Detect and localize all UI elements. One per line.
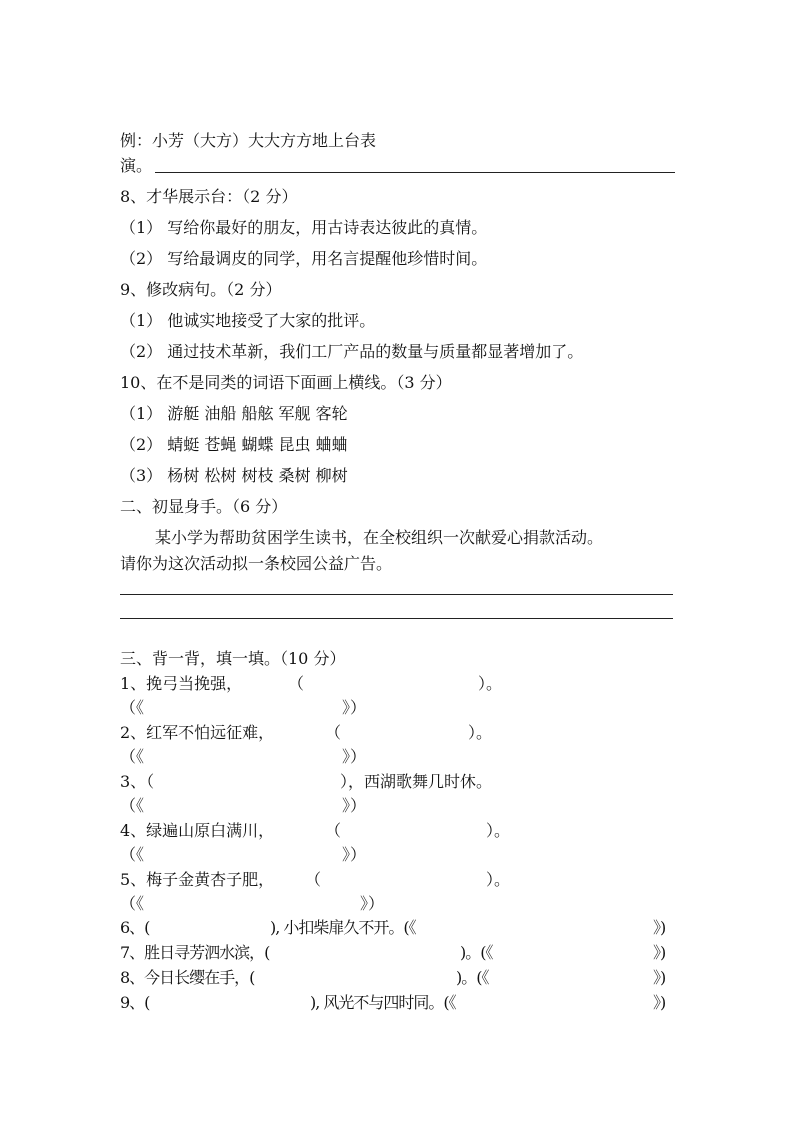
part2-answer-line-2[interactable] (120, 618, 673, 619)
poem-9-blank-open[interactable]: 9、( (120, 993, 150, 1012)
q10-title: 10、在不是同类的词语下面画上横线。（3 分） (120, 373, 452, 392)
poem-2-blank-open[interactable]: （ (325, 723, 342, 742)
part2-title: 二、初显身手。（6 分） (120, 497, 288, 516)
example-answer-line[interactable] (155, 172, 675, 173)
poem-5-source-open[interactable]: （《 (120, 894, 145, 913)
poem-5-text: 5、梅子金黄杏子肥， (120, 870, 275, 889)
example-line-1: 例：小芳（大方）大大方方地上台表 (120, 131, 377, 150)
poem-3-source-open[interactable]: （《 (120, 796, 145, 815)
poem-9-text: ), 风光不与四时同。(《 (310, 993, 456, 1012)
q10-item-3: （3） 杨树 松树 树枝 桑树 柳树 (120, 466, 348, 485)
poem-8-source-open[interactable]: )。(《 (456, 968, 489, 987)
poem-2-source-open[interactable]: （《 (120, 747, 145, 766)
q9-title: 9、修改病句。（2 分） (120, 280, 282, 299)
q9-item-1: （1） 他诚实地接受了大家的批评。 (120, 311, 376, 330)
q10-item-1: （1） 游艇 油船 船舷 军舰 客轮 (120, 404, 348, 423)
poem-1-source-close: 》） (342, 698, 367, 717)
poem-1-blank-close: ）。 (478, 674, 503, 693)
part2-para-2: 请你为这次活动拟一条校园公益广告。 (120, 554, 393, 573)
poem-3-line (120, 771, 680, 793)
poem-6-text: ), 小扣柴扉久不开。(《 (270, 918, 416, 937)
poem-4-line (120, 820, 680, 842)
q9-item-2: （2） 通过技术革新，我们工厂产品的数量与质量都显著增加了。 (120, 342, 584, 361)
poem-1-source (120, 697, 680, 719)
poem-4-blank-open[interactable]: （ (325, 821, 342, 840)
poem-1-line (120, 673, 680, 695)
poem-1-text: 1、挽弓当挽强， (120, 674, 243, 693)
poem-5-line (120, 869, 680, 891)
poem-3-blank-open[interactable]: 3、（ (120, 772, 155, 791)
poem-6-blank-open[interactable]: 6、( (120, 918, 150, 937)
example-line-2: 演。 (120, 156, 153, 175)
poem-6-source-close: 》) (653, 918, 666, 937)
poem-9-line (120, 992, 680, 1014)
poem-4-source-open[interactable]: （《 (120, 845, 145, 864)
q10-item-2: （2） 蜻蜓 苍蝇 蝴蝶 昆虫 蛐蛐 (120, 435, 348, 454)
poem-1-source-open[interactable]: （《 (120, 698, 145, 717)
poem-3-text: ），西湖歌舞几时休。 (340, 772, 493, 791)
poem-4-source-close: 》） (342, 845, 367, 864)
poem-6-line (120, 917, 680, 939)
part2-answer-line-1[interactable] (120, 594, 673, 595)
poem-2-source (120, 746, 680, 768)
poem-2-text: 2、红军不怕远征难， (120, 723, 275, 742)
q8-title: 8、才华展示台：（2 分） (120, 187, 298, 206)
poem-3-source-close: 》） (342, 796, 367, 815)
poem-7-source-close: 》) (653, 943, 666, 962)
poem-8-text[interactable]: 8、今日长缨在手，( (120, 968, 255, 987)
poem-3-source (120, 795, 680, 817)
q8-item-1: （1） 写给你最好的朋友，用古诗表达彼此的真情。 (120, 218, 488, 237)
poem-9-source-close: 》) (653, 993, 666, 1012)
poem-5-source-close: 》） (360, 894, 385, 913)
part3-title: 三、背一背，填一填。（10 分） (120, 649, 346, 668)
poem-2-source-close: 》） (342, 747, 367, 766)
poem-4-blank-close: ）。 (486, 821, 511, 840)
poem-5-source (120, 893, 680, 915)
poem-5-blank-open[interactable]: （ (305, 870, 322, 889)
part2-para-1: 某小学为帮助贫困学生读书，在全校组织一次献爱心捐款活动。 (155, 528, 604, 547)
poem-5-blank-close: ）。 (486, 870, 511, 889)
poem-1-blank-open[interactable]: （ (288, 674, 305, 693)
poem-2-line (120, 722, 680, 744)
poem-8-line (120, 967, 680, 989)
poem-4-source (120, 844, 680, 866)
poem-7-text[interactable]: 7、胜日寻芳泗水滨，( (120, 943, 270, 962)
poem-2-blank-close: ）。 (468, 723, 493, 742)
poem-8-source-close: 》) (653, 968, 666, 987)
poem-7-line (120, 942, 680, 964)
poem-4-text: 4、绿遍山原白满川， (120, 821, 275, 840)
q8-item-2: （2） 写给最调皮的同学，用名言提醒他珍惜时间。 (120, 249, 488, 268)
poem-7-source-open[interactable]: )。(《 (460, 943, 493, 962)
